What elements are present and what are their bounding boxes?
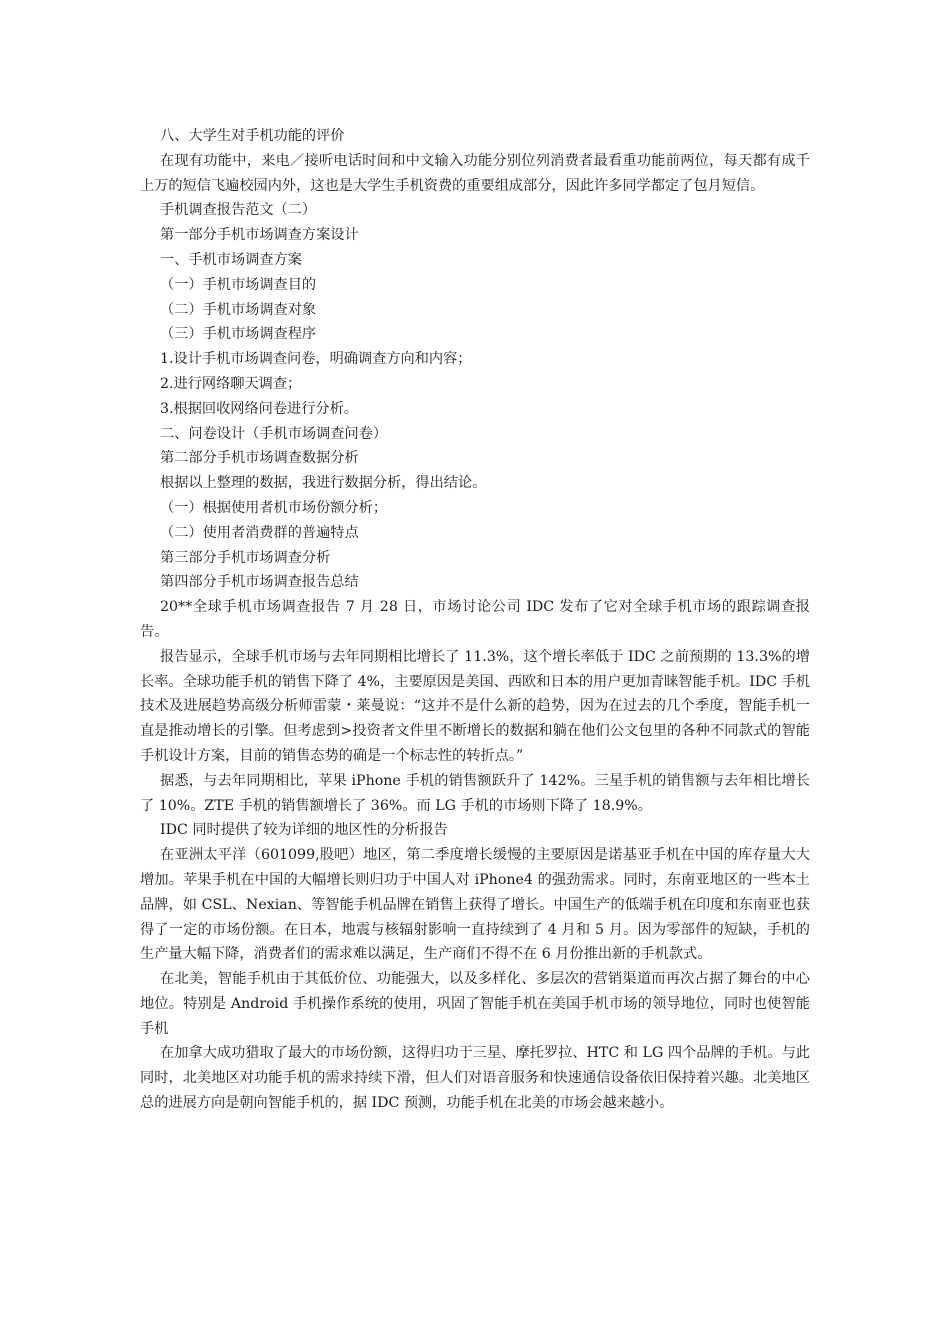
- paragraph: 根据以上整理的数据，我进行数据分析，得出结论。: [160, 475, 487, 492]
- paragraph: 在现有功能中，来电／接听电话时间和中文输入功能分别位列消费者最看重功能前两位，每天都有成千上万的短信飞遍校园内外，这也是大学生手机资费的重要组成部分，因此许多同学都定了包月短信。: [140, 152, 810, 194]
- list-item: 1.设计手机市场调查问卷，明确调查方向和内容；: [160, 351, 472, 368]
- part-heading: 第一部分手机市场调查方案设计: [160, 227, 359, 244]
- part-heading: 第四部分手机市场调查报告总结: [160, 574, 359, 591]
- paragraph: 报告显示，全球手机市场与去年同期相比增长了 11.3%，这个增长率低于 IDC 之前预期的 13.3%的增长率。全球功能手机的销售下降了 4%，主要原因是美国、西欧和日本的用户更加青睐智能手机。IDC 手机技术及进展趋势高级分析师雷蒙・莱曼说：“这并不是什么新的趋势，因为在过去的几个季度，智能手机一直是推动增长的引擎。但考虑到>投资者文件里不断增长的数据和躺在他们公文包里的各种不同款式的智能手机设计方案，目前的销售态势的确是一个标志性的转折点。”: [140, 648, 810, 764]
- document-body: [140, 124, 810, 1116]
- subsection-heading: （三）手机市场调查程序: [160, 326, 317, 343]
- subsection-heading: （二）使用者消费群的普遍特点: [160, 524, 359, 541]
- part-heading: 第三部分手机市场调查分析: [160, 549, 331, 566]
- subsection-heading: （二）手机市场调查对象: [160, 301, 317, 318]
- paragraph: 在加拿大成功猎取了最大的市场份额，这得归功于三星、摩托罗拉、HTC 和 LG 四个品牌的手机。与此同时，北美地区对功能手机的需求持续下滑，但人们对语音服务和快速通信设备依旧保持着兴趣。北美地区总的进展方向是朝向智能手机的，据 IDC 预测，功能手机在北美的市场会越来越小。: [140, 1045, 810, 1112]
- subsection-heading: （一）手机市场调查目的: [160, 276, 317, 293]
- paragraph: 在亚洲太平洋（601099,股吧）地区，第二季度增长缓慢的主要原因是诺基亚手机在中国的库存量大大增加。苹果手机在中国的大幅增长则归功于中国人对 iPhone4 的强劲需求。同时，东南亚地区的一些本土品牌，如 CSL、Nexian、等智能手机品牌在销售上获得了增长。中国生产的低端手机在印度和东南亚也获得了一定的市场份额。在日本，地震与核辐射影响一直持续到了 4 月和 5 月。因为零部件的短缺，手机的生产量大幅下降，消费者们的需求难以满足，生产商们不得不在 6 月份推出新的手机款式。: [140, 847, 810, 963]
- list-item: 3.根据回收网络问卷进行分析。: [160, 400, 358, 417]
- document-subtitle: 手机调查报告范文（二）: [160, 202, 317, 219]
- subsection-heading: （一）根据使用者机市场份额分析；: [160, 499, 388, 516]
- list-item: 2.进行网络聊天调查；: [160, 375, 302, 392]
- paragraph: 20**全球手机市场调查报告 7 月 28 日，市场讨论公司 IDC 发布了它对全球手机市场的跟踪调查报告。: [140, 599, 810, 640]
- paragraph: 据悉，与去年同期相比，苹果 iPhone 手机的销售额跃升了 142%。三星手机的销售额与去年相比增长了 10%。ZTE 手机的销售额增长了 36%。而 LG 手机的市场则下降了 18.9%。: [140, 772, 810, 814]
- section-heading: 二、问卷设计（手机市场调查问卷）: [160, 425, 388, 442]
- paragraph: 在北美，智能手机由于其低价位、功能强大，以及多样化、多层次的营销渠道而再次占据了舞台的中心地位。特别是 Android 手机操作系统的使用，巩固了智能手机在美国手机市场的领导地位，同时也使智能手机: [140, 971, 810, 1037]
- section-heading: 八、大学生对手机功能的评价: [160, 128, 345, 144]
- section-heading: 一、手机市场调查方案: [160, 251, 302, 268]
- paragraph: IDC 同时提供了较为详细的地区性的分析报告: [160, 822, 448, 839]
- part-heading: 第二部分手机市场调查数据分析: [160, 450, 359, 467]
